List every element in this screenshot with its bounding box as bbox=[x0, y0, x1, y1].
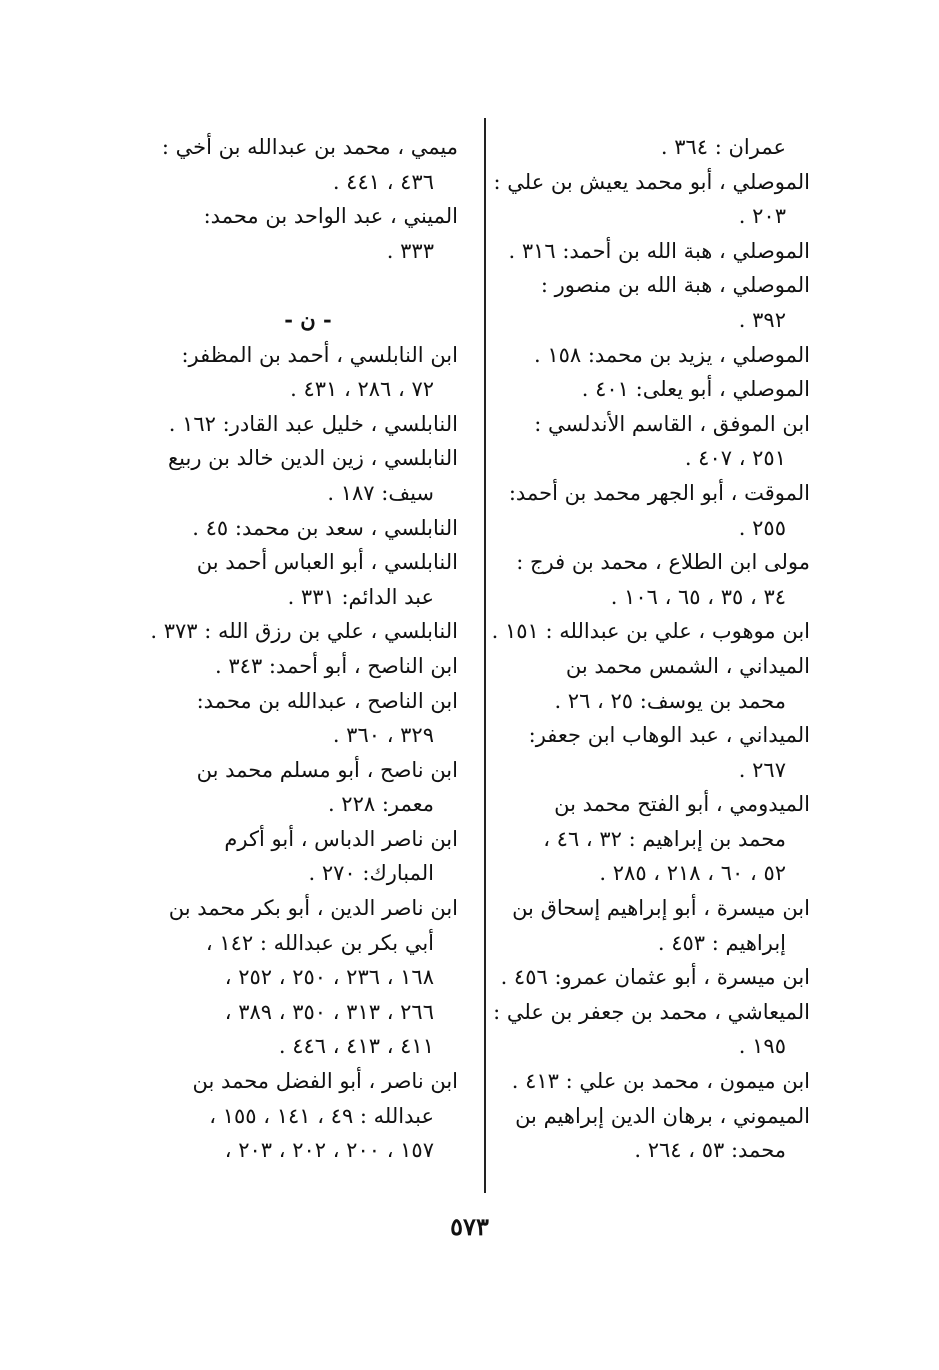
index-entry-continuation: ١٦٨ ، ٢٣٦ ، ٢٥٠ ، ٢٥٢ ، bbox=[224, 965, 434, 990]
index-entry: ابن الموفق ، القاسم الأندلسي : bbox=[534, 411, 810, 436]
index-entry: ابن النابلسي ، أحمد بن المظفر: bbox=[181, 342, 458, 367]
index-entry-continuation: ٢٦٦ ، ٣١٣ ، ٣٥٠ ، ٣٨٩ ، bbox=[224, 999, 434, 1024]
index-entry-continuation: ٣٢٩ ، ٣٦٠ . bbox=[332, 723, 434, 748]
index-entry: ميمي ، محمد بن عبدالله بن أخي : bbox=[161, 135, 458, 159]
index-entry: ابن ناصر ، أبو الفضل محمد بن bbox=[192, 1069, 458, 1094]
index-entry-continuation: ٣٩٢ . bbox=[738, 307, 786, 332]
index-entry: النابلسي ، علي بن رزق الله : ٣٧٣ . bbox=[150, 619, 458, 644]
index-entry: ابن ميمون ، محمد بن علي : ٤١٣ . bbox=[511, 1069, 810, 1094]
index-entry: الموصلي ، هبة الله بن أحمد: ٣١٦ . bbox=[508, 238, 810, 263]
section-gap bbox=[158, 268, 458, 303]
index-entry-continuation: ٤٣٦ ، ٤٤١ . bbox=[332, 169, 434, 194]
index-entry-continuation: معمر: ٢٢٨ . bbox=[327, 792, 434, 817]
index-entry-continuation: ٢٥٥ . bbox=[738, 515, 786, 540]
index-entry-continuation: ٤١١ ، ٤١٣ ، ٤٤٦ . bbox=[278, 1034, 434, 1059]
index-entry-continuation: سيف: ١٨٧ . bbox=[327, 480, 434, 505]
index-entry: مولى ابن الطلاع ، محمد بن فرج : bbox=[516, 550, 810, 575]
index-entry-continuation: ٢٦٧ . bbox=[738, 757, 786, 782]
index-entry: ابن ناصر الدين ، أبو بكر محمد بن bbox=[168, 896, 458, 921]
index-entry-continuation: عبدالله : ٤٩ ، ١٤١ ، ١٥٥ ، bbox=[209, 1103, 434, 1128]
index-entry: النابلسي ، خليل عبد القادر: ١٦٢ . bbox=[168, 411, 458, 436]
index-entry: الميني ، عبد الواحد بن محمد: bbox=[203, 204, 458, 229]
column-divider bbox=[484, 118, 486, 1193]
index-entry: ابن الناصح ، عبدالله بن محمد: bbox=[196, 688, 458, 713]
index-entry: النابلسي ، زين الدين خالد بن ربيع bbox=[167, 446, 458, 471]
index-entry-continuation: محمد بن إبراهيم : ٣٢ ، ٤٦ ، bbox=[543, 826, 786, 851]
index-entry-continuation: المبارك: ٢٧٠ . bbox=[308, 861, 434, 886]
index-entry-continuation: ١٥٧ ، ٢٠٠ ، ٢٠٢ ، ٢٠٣ ، bbox=[224, 1138, 434, 1163]
index-entry: ابن موهوب ، علي بن عبدالله : ١٥١ . bbox=[491, 619, 810, 644]
index-entry: الميدومي ، أبو الفتح محمد بن bbox=[554, 792, 810, 817]
index-entry-continuation: ٧٢ ، ٢٨٦ ، ٤٣١ . bbox=[290, 377, 434, 402]
page-number: ٥٧٣ bbox=[450, 1212, 489, 1241]
index-entry: الموقت ، أبو الجهر محمد بن أحمد: bbox=[508, 480, 810, 505]
index-entry: الميداني ، عبد الوهاب ابن جعفر: bbox=[528, 723, 810, 748]
index-entry-continuation: إبراهيم : ٤٥٣ . bbox=[657, 930, 786, 955]
index-entry-continuation: ٣٣٣ . bbox=[386, 238, 434, 263]
index-entry: ابن ميسرة ، أبو عثمان عمرو: ٤٥٦ . bbox=[500, 965, 810, 990]
index-entry-continuation: ٣٤ ، ٣٥ ، ٦٥ ، ١٠٦ . bbox=[610, 584, 786, 609]
index-entry: الموصلي ، يزيد بن محمد: ١٥٨ . bbox=[533, 342, 810, 367]
index-entry-continuation: عبد الدائم: ٣٣١ . bbox=[287, 584, 434, 609]
index-entry: الميداني ، الشمس محمد بن bbox=[565, 653, 810, 678]
index-entry: النابلسي ، أبو العباس أحمد بن bbox=[196, 550, 458, 575]
index-entry: الميموني ، برهان الدين إبراهيم بن bbox=[515, 1103, 810, 1128]
index-column-right bbox=[491, 130, 810, 1168]
index-entry: الميعاشي ، محمد بن جعفر بن علي : bbox=[493, 999, 810, 1024]
index-entry-continuation: ٢٠٣ . bbox=[738, 204, 786, 229]
index-entry: الموصلي ، هبة الله بن منصور : bbox=[540, 273, 810, 298]
index-column-left bbox=[150, 130, 458, 1168]
index-entry-continuation: ٢٥١ ، ٤٠٧ . bbox=[684, 446, 786, 471]
index-entry: ابن ناصر الدباس ، أبو أكرم bbox=[224, 826, 458, 851]
index-entry: النابلسي ، سعد بن محمد: ٤٥ . bbox=[192, 515, 458, 540]
index-entry-continuation: عمران : ٣٦٤ . bbox=[660, 135, 786, 159]
index-entry: ابن ميسرة ، أبو إبراهيم إسحاق بن bbox=[512, 896, 810, 921]
index-entry: الموصلي ، أبو محمد يعيش بن علي : bbox=[493, 169, 810, 194]
index-entry-continuation: محمد: ٥٣ ، ٢٦٤ . bbox=[634, 1138, 786, 1163]
index-entry: ابن الناصح ، أبو أحمد: ٣٤٣ . bbox=[215, 653, 458, 678]
index-entry: الموصلي ، أبو يعلى: ٤٠١ . bbox=[581, 377, 810, 402]
section-heading: - ن - bbox=[284, 306, 332, 332]
index-entry-continuation: محمد بن يوسف: ٢٥ ، ٢٦ . bbox=[554, 688, 786, 713]
index-entry-continuation: ١٩٥ . bbox=[738, 1034, 786, 1059]
index-entry-continuation: ٥٢ ، ٦٠ ، ٢١٨ ، ٢٨٥ . bbox=[599, 861, 786, 886]
index-entry: ابن ناصح ، أبو مسلم محمد بن bbox=[196, 757, 458, 782]
index-entry-continuation: أبي بكر بن عبدالله : ١٤٢ ، bbox=[205, 930, 434, 955]
